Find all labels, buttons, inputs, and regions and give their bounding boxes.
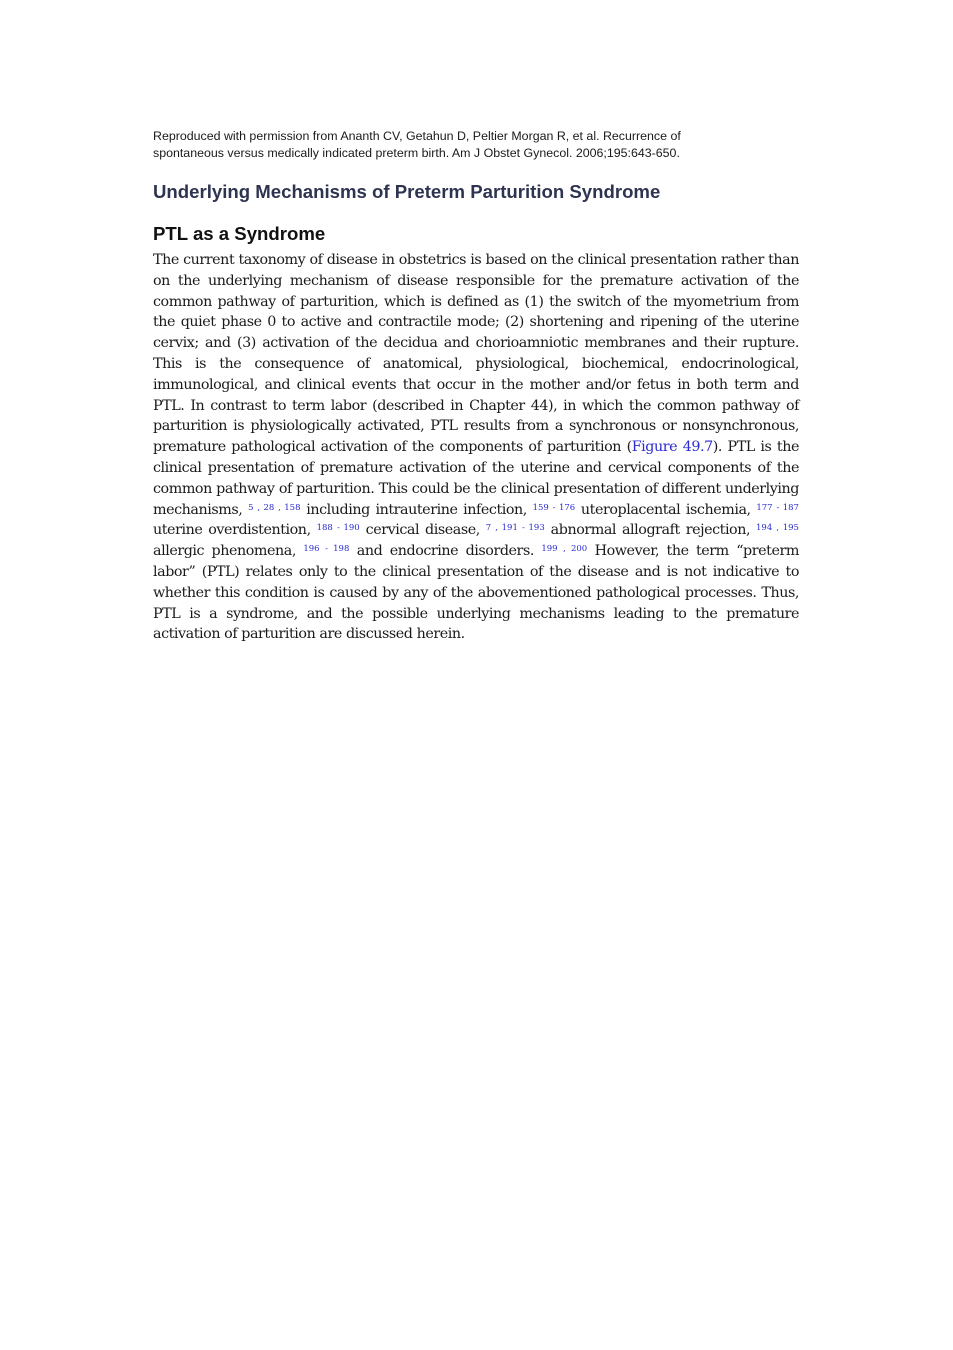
citation-link[interactable]: 191: [501, 523, 518, 534]
citation-separator: ,: [253, 502, 264, 513]
citation-link[interactable]: 7: [485, 523, 492, 534]
citation-link[interactable]: 177: [756, 502, 773, 513]
citation-link[interactable]: 190: [343, 523, 360, 534]
citation-link[interactable]: 158: [284, 502, 301, 513]
citation-separator: -: [772, 502, 783, 513]
figure-caption: [153, 128, 799, 162]
text-segment: and endocrine disorders.: [356, 543, 534, 560]
citation-link[interactable]: 187: [782, 502, 799, 513]
document-page: [153, 128, 800, 643]
text-segment: However, the term “preterm labor” (PTL) relates only to the clinical presentation of the disease and is not indicative to whether this condition is caused by any of the abovementioned pathological processes. Thus, PTL is a syndrome, and the possible underlying mechanisms leading to the premature activation of parturition are discussed herein.: [153, 543, 799, 643]
citation-separator: -: [548, 502, 559, 513]
citation-link[interactable]: 159: [532, 502, 549, 513]
caption-line-2: spontaneous versus medically indicated preterm birth. Am J Obstet Gynecol. 2006;195:643-650.: [153, 146, 680, 160]
citation-separator: -: [319, 544, 334, 555]
text-segment: uterine overdistention,: [153, 522, 311, 539]
citation-link[interactable]: 194: [756, 523, 773, 534]
citation-link[interactable]: 200: [570, 544, 588, 555]
text-segment: allergic phenomena,: [153, 543, 296, 560]
citation-link[interactable]: 188: [316, 523, 333, 534]
citation-link[interactable]: 193: [528, 523, 545, 534]
citation-separator: ,: [491, 523, 502, 534]
citation-link[interactable]: 28: [263, 502, 275, 513]
citation-separator: ,: [772, 523, 783, 534]
body-paragraph: [153, 250, 799, 645]
text-segment: including intrauterine infection,: [306, 501, 527, 518]
text-segment: uteroplacental ischemia,: [580, 501, 751, 518]
text-segment: abnormal allograft rejection,: [550, 522, 751, 539]
citation-link[interactable]: 195: [782, 523, 799, 534]
citation-link[interactable]: 5: [248, 502, 254, 513]
figure-link[interactable]: Figure 49.7: [631, 439, 713, 456]
citation-separator: ,: [274, 502, 285, 513]
subsection-title: PTL as a Syndrome: [153, 223, 326, 244]
text-segment: The current taxonomy of disease in obstetrics is based on the clinical presentation rather than on the underlying mechanism of disease responsible for the premature activation of the common pathway of parturition, which is defined as (1) the switch of the myometrium from the quiet phase 0 to active and contractile mode; (2) shortening and ripening of the uterine cervix; and (3) activation of the decidua and chorioamniotic membranes and their rupture. This is the consequence of anatomical, physiological, biochemical, endocrinological, immunological, and clinical events that occur in the mother and/or fetus in both term and PTL. In contrast to term labor (described in Chapter 44), in which the common pathway of parturition is physiologically activated, PTL results from a synchronous or nonsynchronous, premature pathological activation of the components of parturition (: [153, 252, 799, 456]
text-segment: ). PTL is the clinical presentation of premature activation of the uterine and cervical components of the common pathway of parturition. This could be the clinical presentation of different underlying mechanisms,: [153, 439, 800, 518]
citation-link[interactable]: 199: [541, 544, 558, 555]
citation-link[interactable]: 176: [558, 502, 576, 513]
citation-link[interactable]: 198: [333, 544, 350, 555]
citation-link[interactable]: 196: [303, 544, 320, 555]
caption-line-1: Reproduced with permission from Ananth CV, Getahun D, Peltier Morgan R, et al. Recurrence of: [153, 129, 681, 143]
citation-separator: ,: [557, 544, 571, 555]
citation-separator: -: [517, 523, 529, 534]
citation-separator: -: [332, 523, 344, 534]
text-segment: cervical disease,: [365, 522, 480, 539]
section-title: Underlying Mechanisms of Preterm Parturition Syndrome: [153, 181, 661, 202]
